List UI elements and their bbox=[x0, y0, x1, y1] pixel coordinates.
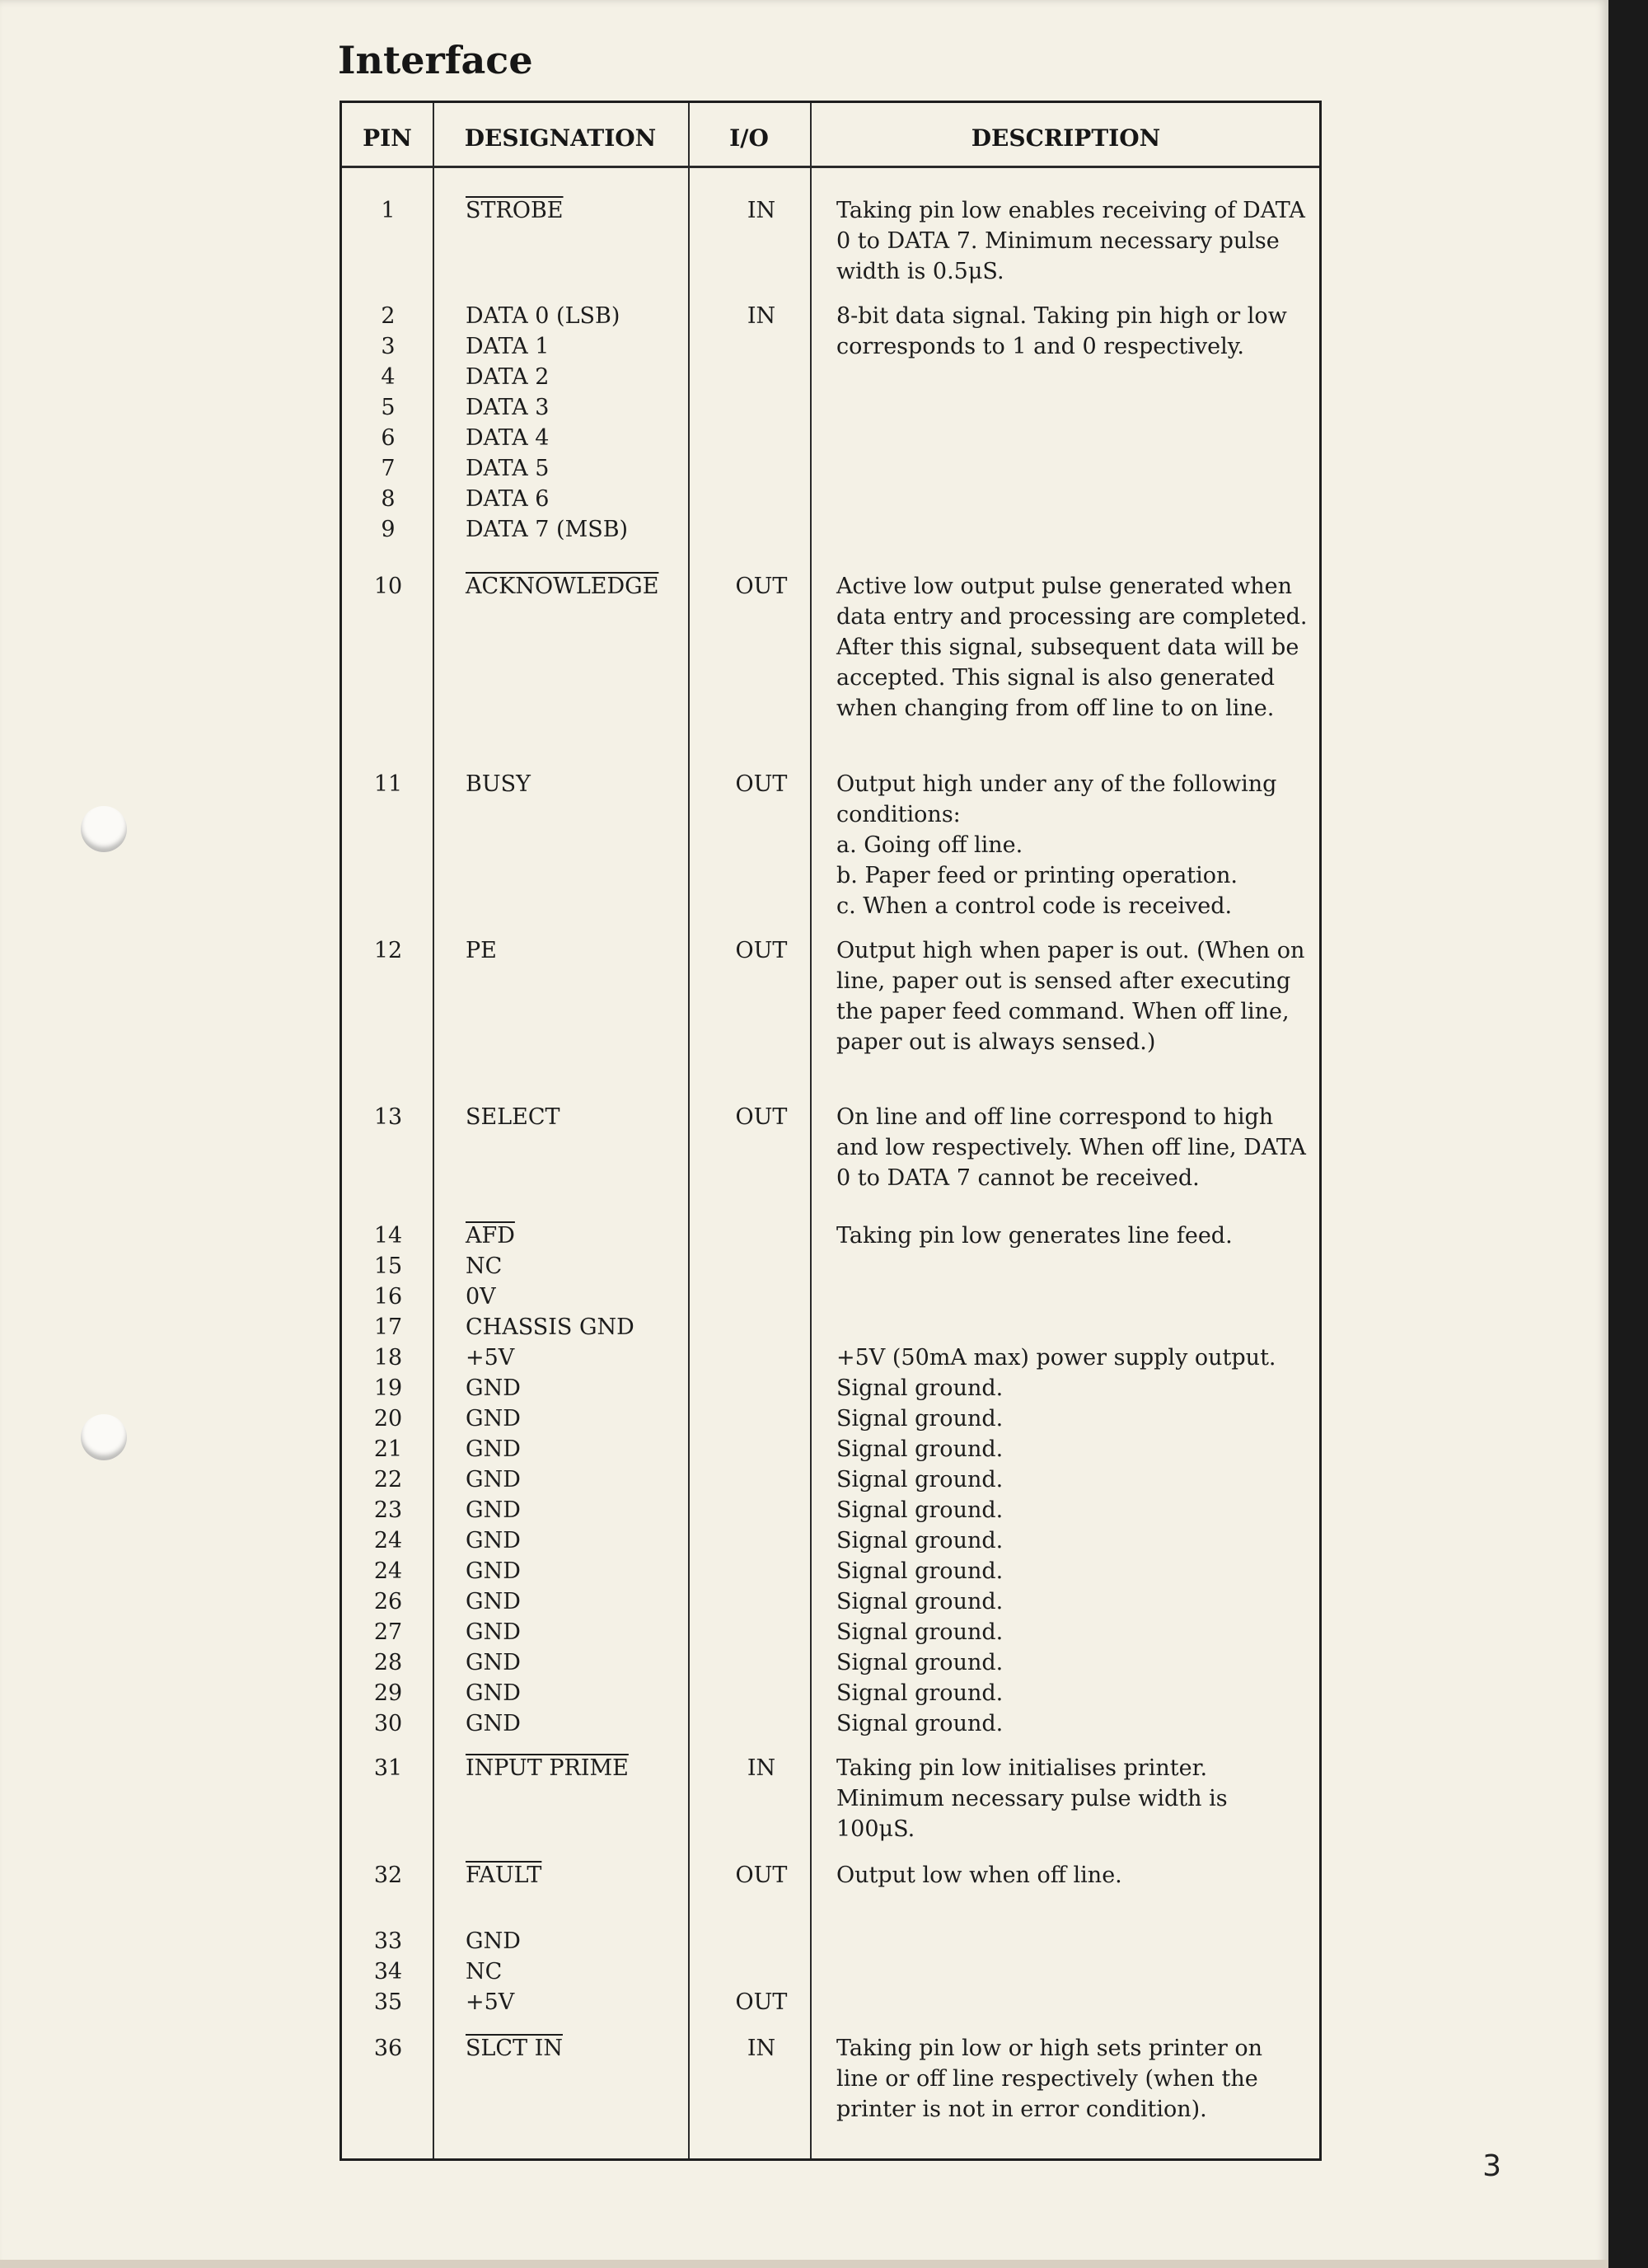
designation-cell bbox=[466, 2033, 563, 2064]
signal-designation: SELECT bbox=[466, 1104, 560, 1130]
signal-designation: GND bbox=[466, 1928, 521, 1954]
page-title: Interface bbox=[338, 38, 533, 82]
signal-designation: DATA 4 bbox=[466, 425, 550, 451]
io-cell: IN bbox=[747, 2036, 776, 2061]
signal-designation: DATA 5 bbox=[466, 456, 550, 481]
designation-cell bbox=[466, 571, 658, 602]
description-cell: On line and off line correspond to high and low respectively. When off line, DATA 0 to DATA 7 cannot be received. bbox=[836, 1104, 1306, 1191]
signal-designation: DATA 0 (LSB) bbox=[466, 303, 620, 329]
io-cell: OUT bbox=[735, 574, 788, 599]
pin-number: 28 bbox=[373, 1650, 403, 1675]
description-line: Signal ground. bbox=[836, 1436, 1004, 1462]
description-line: Signal ground. bbox=[836, 1711, 1004, 1736]
pin-number: 23 bbox=[373, 1497, 403, 1523]
signal-designation: NC bbox=[466, 1959, 503, 1984]
signal-designation: CHASSIS GND bbox=[466, 1314, 634, 1340]
description-cell: Taking pin low enables receiving of DATA 0 to DATA 7. Minimum necessary pulse width is 0.5μS. bbox=[836, 198, 1305, 284]
pin-number: 27 bbox=[373, 1619, 403, 1645]
pin-number: 12 bbox=[373, 938, 403, 963]
pin-number: 4 bbox=[381, 364, 396, 390]
description-line: Signal ground. bbox=[836, 1619, 1004, 1645]
description-line bbox=[836, 1282, 1310, 1312]
signal-designation: GND bbox=[466, 1558, 521, 1584]
pin-number: 19 bbox=[373, 1375, 403, 1401]
designation-cell bbox=[466, 935, 497, 966]
pin-number: 13 bbox=[373, 1104, 403, 1130]
header-pin: PIN bbox=[363, 124, 412, 152]
pin-cell bbox=[355, 1860, 421, 1891]
designation-cell bbox=[466, 1987, 514, 2017]
pin-number: 34 bbox=[373, 1959, 403, 1984]
pin-number: 18 bbox=[373, 1345, 403, 1371]
binder-hole-bottom bbox=[81, 1414, 127, 1460]
pin-number: 21 bbox=[373, 1436, 403, 1462]
pin-number: 20 bbox=[373, 1406, 403, 1432]
description-line: Signal ground. bbox=[836, 1650, 1004, 1675]
signal-designation: DATA 1 bbox=[466, 334, 550, 359]
signal-designation: DATA 3 bbox=[466, 395, 550, 420]
signal-designation: GND bbox=[466, 1406, 521, 1432]
signal-designation: DATA 2 bbox=[466, 364, 550, 390]
description-line: Signal ground. bbox=[836, 1558, 1004, 1584]
description-cell bbox=[836, 1221, 1310, 1739]
pin-number: 7 bbox=[381, 456, 396, 481]
page-number: 3 bbox=[1482, 2149, 1501, 2183]
pin-number: 24 bbox=[373, 1528, 403, 1553]
description-line: Taking pin low generates line feed. bbox=[836, 1223, 1233, 1249]
pin-number: 6 bbox=[381, 425, 396, 451]
io-cell: OUT bbox=[735, 1104, 788, 1130]
signal-designation: 0V bbox=[466, 1284, 496, 1310]
header-designation: DESIGNATION bbox=[464, 124, 657, 152]
designation-cell bbox=[466, 1926, 521, 1987]
description-line: a. Going off line. bbox=[836, 832, 1023, 858]
pin-number: 36 bbox=[373, 2036, 403, 2061]
pin-number: 15 bbox=[373, 1253, 403, 1279]
signal-designation: PE bbox=[466, 938, 497, 963]
pin-number: 22 bbox=[373, 1467, 403, 1492]
description-line: Signal ground. bbox=[836, 1497, 1004, 1523]
description-line: Signal ground. bbox=[836, 1528, 1004, 1553]
pin-number: 30 bbox=[373, 1711, 403, 1736]
pin-number: 16 bbox=[373, 1284, 403, 1310]
signal-designation: DATA 6 bbox=[466, 486, 550, 512]
io-cell: IN bbox=[747, 1755, 776, 1781]
description-line: c. When a control code is received. bbox=[836, 893, 1233, 919]
header-description: DESCRIPTION bbox=[971, 124, 1161, 152]
signal-designation: FAULT bbox=[466, 1863, 542, 1888]
io-cell: IN bbox=[747, 198, 776, 223]
signal-designation: GND bbox=[466, 1436, 521, 1462]
signal-designation: GND bbox=[466, 1680, 521, 1706]
pin-cell bbox=[355, 1221, 421, 1739]
pin-cell bbox=[355, 1102, 421, 1132]
binder-hole-top bbox=[81, 806, 127, 852]
pin-number: 17 bbox=[373, 1314, 403, 1340]
description-line: b. Paper feed or printing operation. bbox=[836, 863, 1238, 888]
signal-designation: GND bbox=[466, 1650, 521, 1675]
description-line: Signal ground. bbox=[836, 1375, 1004, 1401]
description-cell: Output high when paper is out. (When on line, paper out is sensed after executing the paper feed command. When off line, paper out is always sensed.) bbox=[836, 938, 1305, 1055]
pin-number: 26 bbox=[373, 1589, 403, 1614]
description-line: Signal ground. bbox=[836, 1680, 1004, 1706]
description-line: Output high under any of the following conditions: bbox=[836, 771, 1277, 827]
description-cell: Taking pin low initialises printer. Minimum necessary pulse width is 100μS. bbox=[836, 1755, 1228, 1842]
signal-designation: STROBE bbox=[466, 198, 564, 223]
signal-designation: INPUT PRIME bbox=[466, 1755, 629, 1781]
io-cell: OUT bbox=[735, 771, 788, 797]
header-divider bbox=[342, 166, 1319, 168]
description-cell: 8-bit data signal. Taking pin high or low corresponds to 1 and 0 respectively. bbox=[836, 303, 1287, 359]
signal-designation: GND bbox=[466, 1619, 521, 1645]
description-line: Signal ground. bbox=[836, 1589, 1004, 1614]
pin-cell bbox=[355, 769, 421, 799]
description-line bbox=[836, 1312, 1310, 1343]
pin-table bbox=[339, 101, 1322, 2161]
designation-cell bbox=[466, 1860, 541, 1891]
io-cell: OUT bbox=[735, 1863, 788, 1888]
pin-cell bbox=[355, 195, 421, 226]
designation-cell bbox=[466, 1221, 634, 1739]
pin-number: 29 bbox=[373, 1680, 403, 1706]
signal-designation: SLCT IN bbox=[466, 2036, 563, 2061]
pin-number: 32 bbox=[373, 1863, 403, 1888]
signal-designation: +5V bbox=[466, 1345, 515, 1371]
pin-cell bbox=[355, 2033, 421, 2064]
signal-designation: BUSY bbox=[466, 771, 531, 797]
signal-designation: $\overline{AFD}$ bbox=[466, 1223, 515, 1249]
header-io: I/O bbox=[729, 124, 769, 152]
signal-designation: GND bbox=[466, 1711, 521, 1736]
pin-number: 3 bbox=[381, 334, 396, 359]
pin-cell bbox=[355, 301, 421, 545]
signal-designation: NC bbox=[466, 1253, 503, 1279]
pin-number: 14 bbox=[373, 1223, 403, 1249]
signal-designation: +5V bbox=[466, 1989, 515, 2015]
description-line: +5V (50mA max) power supply output. bbox=[836, 1345, 1276, 1371]
pin-number: 9 bbox=[381, 517, 396, 542]
signal-designation: ACKNOWLEDGE bbox=[466, 574, 659, 599]
description-line: Signal ground. bbox=[836, 1467, 1004, 1492]
page-edge bbox=[0, 2260, 1608, 2268]
pin-number: 24 bbox=[373, 1558, 403, 1584]
signal-designation: GND bbox=[466, 1528, 521, 1553]
designation-cell bbox=[466, 195, 564, 226]
signal-designation: GND bbox=[466, 1497, 521, 1523]
pin-number: 8 bbox=[381, 486, 396, 512]
pin-number: 31 bbox=[373, 1755, 403, 1781]
pin-cell bbox=[355, 1987, 421, 2017]
description-cell bbox=[836, 769, 1310, 921]
designation-cell bbox=[466, 769, 531, 799]
column-divider bbox=[433, 103, 434, 2158]
description-line: Signal ground. bbox=[836, 1406, 1004, 1432]
pin-number: 11 bbox=[373, 771, 403, 797]
io-cell: OUT bbox=[735, 938, 788, 963]
pin-number: 10 bbox=[373, 574, 403, 599]
signal-designation: GND bbox=[466, 1589, 521, 1614]
pin-number: 35 bbox=[373, 1989, 403, 2015]
designation-cell bbox=[466, 301, 628, 545]
description-cell: Output low when off line. bbox=[836, 1863, 1122, 1888]
pin-number: 1 bbox=[381, 198, 396, 223]
pin-number: 5 bbox=[381, 395, 396, 420]
signal-designation: GND bbox=[466, 1375, 521, 1401]
pin-cell bbox=[355, 1926, 421, 1987]
io-cell: IN bbox=[747, 303, 776, 329]
column-divider bbox=[688, 103, 690, 2158]
pin-cell bbox=[355, 935, 421, 966]
signal-designation: GND bbox=[466, 1467, 521, 1492]
signal-designation: DATA 7 (MSB) bbox=[466, 517, 629, 542]
description-line bbox=[836, 1251, 1310, 1282]
pin-number: 33 bbox=[373, 1928, 403, 1954]
designation-cell bbox=[466, 1753, 629, 1783]
pin-cell bbox=[355, 1753, 421, 1783]
io-cell: OUT bbox=[735, 1989, 788, 2015]
description-cell: Taking pin low or high sets printer on line or off line respectively (when the printer is not in error condition). bbox=[836, 2036, 1263, 2122]
description-cell: Active low output pulse generated when data entry and processing are completed. After this signal, subsequent data will be accepted. This signal is also generated when changing from off line to on line. bbox=[836, 574, 1308, 721]
pin-number: 2 bbox=[381, 303, 396, 329]
pin-cell bbox=[355, 571, 421, 602]
designation-cell bbox=[466, 1102, 560, 1132]
